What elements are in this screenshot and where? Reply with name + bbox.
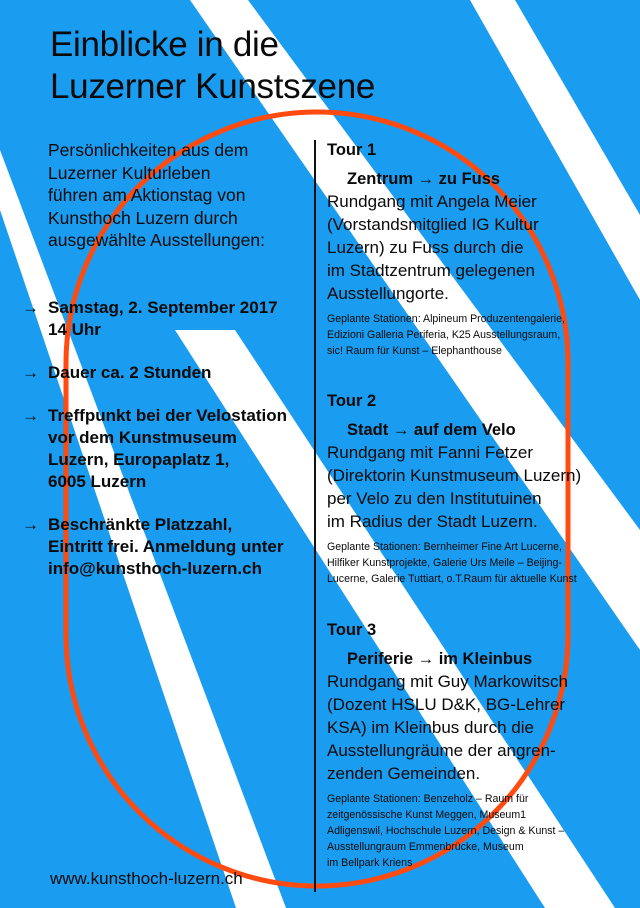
tour-stations-line: Geplante Stationen: Alpineum Produzentengalerie, bbox=[327, 313, 565, 325]
fact-line: Eintritt frei. Anmeldung unter bbox=[48, 537, 284, 556]
tour-description-line: (Dozent HSLU D&K, BG-Lehrer bbox=[327, 695, 566, 714]
page-title bbox=[50, 24, 470, 108]
intro-line: Luzerner Kulturleben bbox=[48, 162, 211, 183]
tour-stations-line: Hilfiker Kunstprojekte, Galerie Urs Meile – Beijing- bbox=[327, 557, 562, 569]
tour-stations-line: zeitgenössische Kunst Meggen, Museum1 bbox=[327, 809, 527, 821]
tour-description-line: zenden Gemeinden. bbox=[327, 764, 481, 783]
tour-stations-line: Geplante Stationen: Benzeholz – Raum für bbox=[327, 793, 529, 805]
tour-description-line: (Direktorin Kunstmuseum Luzern) bbox=[327, 466, 582, 485]
tour-label: Tour 2 bbox=[327, 392, 377, 410]
tour-description-line: im Stadtzentrum gelegenen bbox=[327, 261, 535, 280]
intro-text bbox=[48, 139, 318, 252]
tour-description-line: KSA) im Kleinbus durch die bbox=[327, 718, 534, 737]
fact-line: Treffpunkt bei der Velostation bbox=[48, 406, 287, 425]
tour-stations-line: Geplante Stationen: Bernheimer Fine Art Lucerne, bbox=[327, 541, 562, 553]
website-link[interactable]: www.kunsthoch-luzern.ch bbox=[50, 869, 243, 888]
title-line: Einblicke in die bbox=[50, 25, 279, 64]
column-divider bbox=[314, 140, 316, 892]
tour-description-line: im Radius der Stadt Luzern. bbox=[327, 512, 538, 531]
fact-meeting-point bbox=[22, 405, 322, 493]
fact-registration bbox=[22, 514, 322, 580]
fact-line: 6005 Luzern bbox=[48, 472, 147, 491]
tour-description-line: (Vorstandsmitglied IG Kultur bbox=[327, 215, 539, 234]
tour-2 bbox=[327, 391, 627, 587]
fact-line: Beschränkte Platzzahl, bbox=[48, 515, 233, 534]
tour-description-line: Luzern) zu Fuss durch die bbox=[327, 238, 524, 257]
fact-date bbox=[22, 297, 322, 341]
tour-stations-line: Ausstellungraum Emmenbrücke, Museum bbox=[327, 841, 524, 853]
intro-line: führen am Aktionstag von bbox=[48, 185, 246, 205]
tour-stations-line: Lucerne, Galerie Tuttiart, o.T.Raum für aktuelle Kunst bbox=[327, 573, 577, 585]
arrow-right-icon: → bbox=[22, 515, 39, 534]
tour-description-line: Rundgang mit Angela Meier bbox=[327, 192, 537, 211]
arrow-right-icon: → bbox=[22, 298, 39, 317]
event-facts-list bbox=[22, 297, 322, 601]
tour-stations bbox=[327, 539, 627, 587]
fact-line: 14 Uhr bbox=[48, 320, 101, 339]
tour-stations bbox=[327, 311, 627, 359]
fact-line: Samstag, 2. September 2017 bbox=[48, 298, 278, 317]
tour-stations bbox=[327, 791, 627, 871]
tour-label: Tour 1 bbox=[327, 141, 377, 159]
fact-line: Luzern, Europaplatz 1, bbox=[48, 450, 230, 469]
tour-description-line: Ausstellungorte. bbox=[327, 284, 449, 303]
tour-description bbox=[327, 190, 627, 305]
tour-description-line: Rundgang mit Guy Markowitsch bbox=[327, 672, 568, 691]
tour-heading: Periferie → im Kleinbus bbox=[347, 650, 533, 668]
tour-1 bbox=[327, 140, 627, 359]
intro-line: Kunsthoch Luzern durch bbox=[48, 207, 238, 228]
tour-stations-line: Edizioni Galleria Periferia, K25 Ausstellungsraum, bbox=[327, 329, 561, 341]
tour-description bbox=[327, 670, 627, 785]
tour-description-line: Ausstellungräume der angren- bbox=[327, 741, 556, 760]
intro-line: ausgewählte Ausstellungen: bbox=[48, 230, 265, 250]
tour-label: Tour 3 bbox=[327, 621, 377, 639]
fact-line: Dauer ca. 2 Stunden bbox=[48, 363, 212, 382]
tour-3 bbox=[327, 620, 627, 871]
tour-heading: Stadt → auf dem Velo bbox=[347, 421, 516, 439]
tour-description-line: Rundgang mit Fanni Fetzer bbox=[327, 443, 533, 462]
title-line: Luzerner Kunstszene bbox=[50, 67, 376, 106]
tour-heading: Zentrum → zu Fuss bbox=[347, 170, 501, 188]
arrow-right-icon: → bbox=[22, 406, 39, 425]
intro-line: Persönlichkeiten aus dem bbox=[48, 140, 249, 160]
tour-description bbox=[327, 441, 627, 533]
tour-stations-line: im Bellpark Kriens bbox=[327, 857, 413, 869]
fact-line: vor dem Kunstmuseum bbox=[48, 428, 237, 447]
arrow-right-icon: → bbox=[22, 363, 39, 382]
tour-stations-line: sic! Raum für Kunst – Elephanthouse bbox=[327, 345, 502, 357]
registration-email[interactable]: info@kunsthoch-luzern.ch bbox=[48, 559, 262, 578]
fact-duration bbox=[22, 362, 322, 384]
tour-stations-line: Adligenswil, Hochschule Luzern, Design & Kunst – bbox=[327, 825, 565, 837]
tour-description-line: per Velo zu den Institutuinen bbox=[327, 489, 542, 508]
